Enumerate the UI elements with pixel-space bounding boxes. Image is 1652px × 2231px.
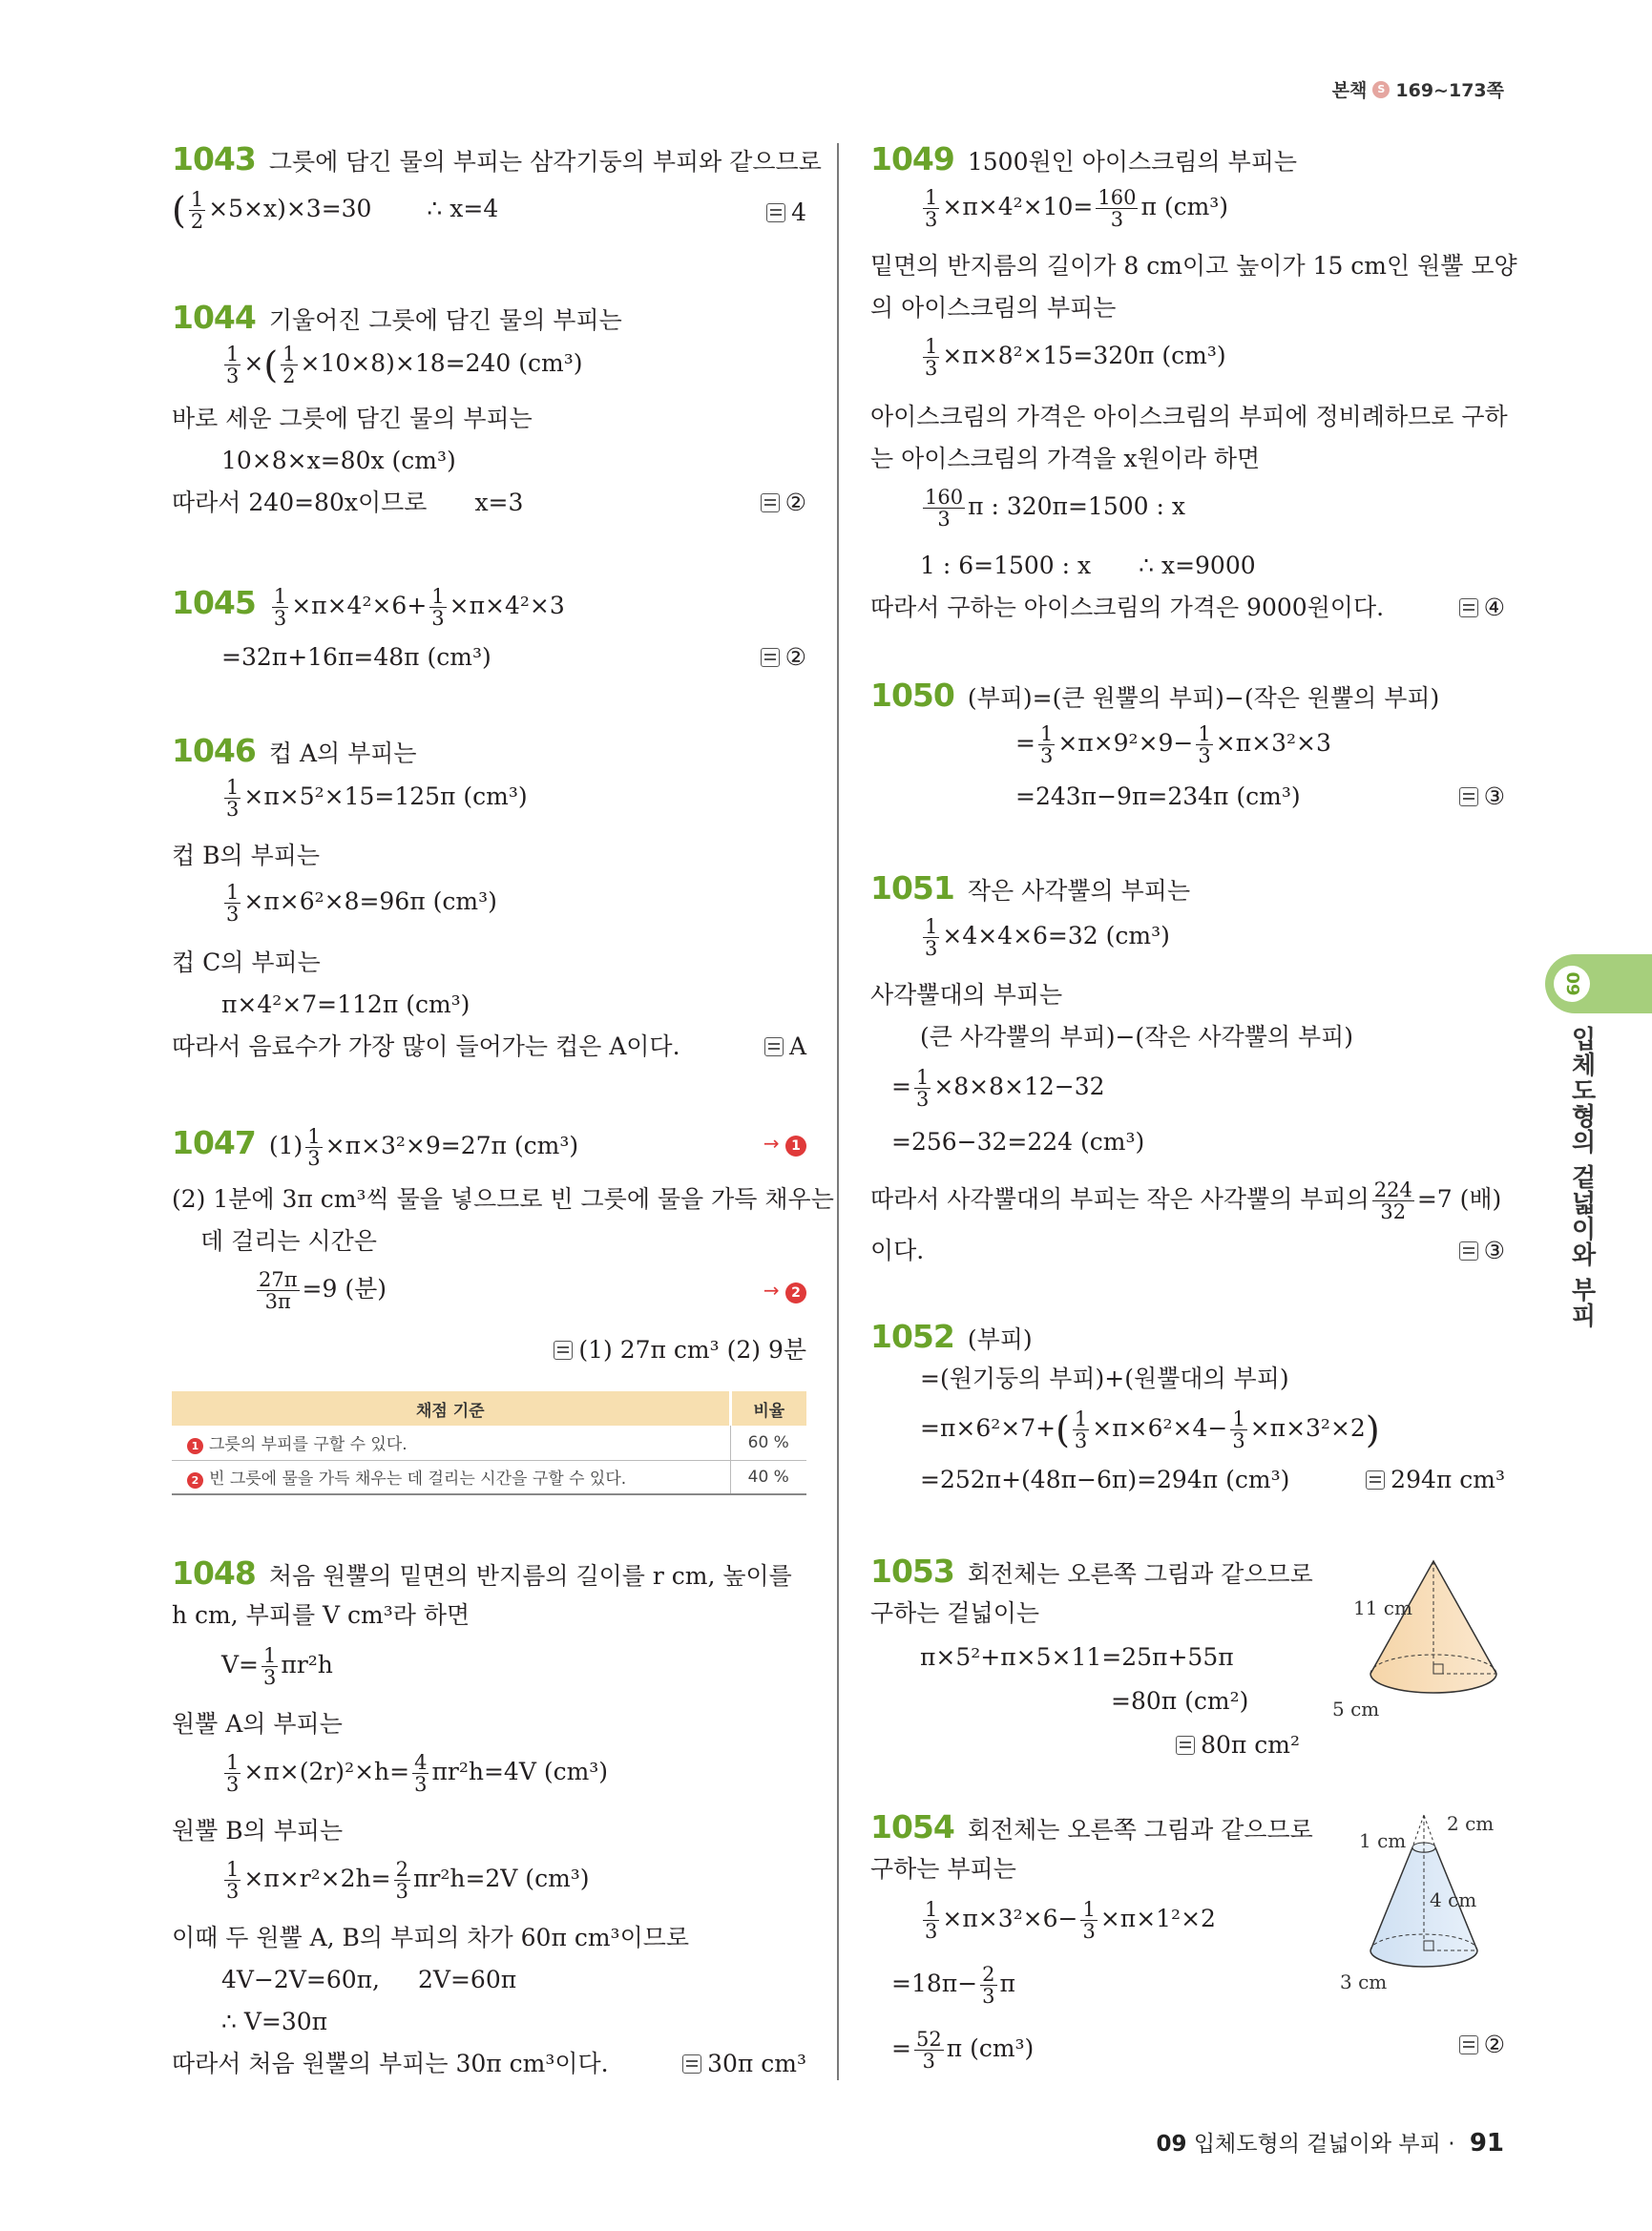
equation: = $\frac{1}{3}$ ×8×8×12−32 <box>891 1066 1105 1111</box>
answer: (1) 27π cm³ (2) 9분 <box>554 1334 806 1366</box>
answer-icon <box>764 1037 784 1056</box>
equation: ∴ V=30π <box>221 2008 328 2035</box>
reference-dot-icon: S <box>1372 81 1390 98</box>
answer-icon <box>554 1341 573 1360</box>
equation: ( $\frac{1}{2}$ ×5×x)×3=30 ∴ x=4 <box>172 188 499 233</box>
solution-text: 따라서 처음 원뿔의 부피는 30π cm³이다. <box>172 2050 609 2077</box>
answer: ② <box>761 641 806 674</box>
solution-text: 따라서 음료수가 가장 많이 들어가는 컵은 A이다. <box>172 1032 680 1060</box>
problem-number: 1050 <box>870 677 954 714</box>
equation: $\frac{1}{3}$ ×π×4²×10= $\frac{160}{3}$ π (cm³) <box>925 186 1229 231</box>
book-label: 본책 <box>1331 80 1368 101</box>
equation: $\frac{27\pi}{3\pi}$ =9 (분) <box>259 1268 387 1313</box>
table-row: 2 빈 그릇에 물을 가득 채우는 데 걸리는 시간을 구할 수 있다. 40 % <box>172 1460 806 1494</box>
equation: =π×6²×7+( $\frac{1}{3}$ ×π×6²×4− $\frac{1}{3}$ ×π×3²×2) <box>920 1407 1380 1452</box>
solution-text: 컵 C의 부피는 <box>172 949 321 976</box>
answer: ③ <box>1459 781 1505 813</box>
radius-label: 5 cm <box>1332 1698 1380 1720</box>
answer-icon <box>682 2054 701 2074</box>
solution-text: h cm, 부피를 V cm³라 하면 <box>172 1601 471 1629</box>
answer: ② <box>761 487 806 519</box>
solution-text: 이다. <box>870 1237 925 1264</box>
solution-text: 1500원인 아이스크림의 부피는 <box>967 148 1298 176</box>
solution-text: (부피)=(큰 원뿔의 부피)−(작은 원뿔의 부피) <box>967 684 1440 712</box>
solution-text: 사각뿔대의 부피는 <box>870 981 1063 1009</box>
equation: $\frac{1}{3}$ ×4×4×6=32 (cm³) <box>925 915 1170 960</box>
answer: ③ <box>1459 1235 1505 1267</box>
solution-text: (큰 사각뿔의 부피)−(작은 사각뿔의 부피) <box>920 1023 1353 1051</box>
page-number: 91 <box>1469 2129 1504 2158</box>
equation: 4V−2V=60π, 2V=60π <box>221 1966 517 1993</box>
solution-text: 작은 사각뿔의 부피는 <box>967 877 1191 905</box>
page-reference <box>1332 76 1504 102</box>
solution-text: 컵 A의 부피는 <box>268 740 417 767</box>
equation: $\frac{1}{3}$ ×( $\frac{1}{2}$ ×10×8)×18=240 (cm³) <box>226 343 583 387</box>
equation: $\frac{1}{3}$ ×π×5²×15=125π (cm³) <box>226 776 528 821</box>
solution-text: 구하는 겉넓이는 <box>870 1599 1039 1627</box>
answer: 30π cm³ <box>682 2048 806 2080</box>
solution-text: 밑면의 반지름의 길이가 8 cm이고 높이가 15 cm인 원뿔 모양 <box>870 252 1517 280</box>
equation: = $\frac{1}{3}$ ×π×9²×9− $\frac{1}{3}$ ×π×3²×3 <box>1015 722 1331 767</box>
solution-text: 따라서 사각뿔대의 부피는 작은 사각뿔의 부피의 $\frac{224}{32}$ =7 (배) <box>870 1178 1502 1223</box>
problem-number: 1048 <box>172 1554 256 1592</box>
equation: =243π−9π=234π (cm³) <box>1015 782 1301 810</box>
answer-icon <box>1459 787 1478 806</box>
page-footer <box>1157 2126 1504 2158</box>
cone-figure <box>1328 1555 1505 1727</box>
scoring-mark-2: → 2 <box>763 1279 806 1303</box>
solution-text: (2) 1분에 3π cm³씩 물을 넣으므로 빈 그릇에 물을 가득 채우는 <box>172 1185 834 1213</box>
top-height-label: 2 cm <box>1447 1812 1495 1835</box>
big-radius-label: 3 cm <box>1340 1970 1388 1992</box>
equation: $\frac{1}{3}$ ×π×6²×8=96π (cm³) <box>226 881 497 926</box>
equation: 10×8×x=80x (cm³) <box>221 447 456 474</box>
solution-text: 구하는 부피는 <box>870 1855 1016 1883</box>
answer-icon <box>1176 1736 1195 1755</box>
equation: =80π (cm²) <box>1111 1687 1249 1715</box>
problem-number: 1047 <box>172 1124 256 1161</box>
equation: π×5²+π×5×11=25π+55π <box>920 1643 1234 1671</box>
equation: V= $\frac{1}{3}$ πr²h <box>221 1644 333 1689</box>
problem-number: 1045 <box>172 584 256 621</box>
solution-text: 회전체는 오른쪽 그림과 같으므로 <box>967 1560 1313 1588</box>
equation: =32π+16π=48π (cm³) <box>221 643 491 671</box>
solution-text: 처음 원뿔의 밑면의 반지름의 길이를 r cm, 높이를 <box>268 1562 792 1590</box>
answer-icon <box>761 493 780 512</box>
solution-text: 기울어진 그릇에 담긴 물의 부피는 <box>268 306 622 334</box>
problem-number: 1054 <box>870 1808 954 1845</box>
equation: $\frac{1}{3}$ ×π×8²×15=320π (cm³) <box>925 335 1226 380</box>
solution-text: 원뿔 A의 부피는 <box>172 1710 343 1738</box>
slant-label: 11 cm <box>1353 1596 1412 1619</box>
equation: =256−32=224 (cm³) <box>891 1128 1145 1156</box>
chapter-side-title: 입체도형의 겉넓이와 부피 <box>1567 1026 1596 1329</box>
answer-icon <box>761 648 780 667</box>
solution-text: 의 아이스크림의 부피는 <box>870 294 1117 322</box>
answer-icon <box>766 203 785 222</box>
problem-number: 1044 <box>172 299 256 336</box>
solution-text: 아이스크림의 가격은 아이스크림의 부피에 정비례하므로 구하 <box>870 403 1508 430</box>
solution-text: 컵 B의 부피는 <box>172 842 321 869</box>
table-row: 1 그릇의 부피를 구할 수 있다. 60 % <box>172 1426 806 1460</box>
solution-text: 따라서 구하는 아이스크림의 가격은 9000원이다. <box>870 594 1385 621</box>
equation: π×4²×7=112π (cm³) <box>221 990 471 1018</box>
problem-number: 1053 <box>870 1553 954 1590</box>
equation: 1045 $\frac{1}{3}$ ×π×4²×6+ $\frac{1}{3}$ ×π×4²×3 <box>172 584 565 630</box>
problem-number: 1051 <box>870 869 954 907</box>
equation: $\frac{160}{3}$ π : 320π=1500 : x <box>925 486 1185 531</box>
footer-chapter: 09 <box>1156 2132 1187 2157</box>
equation: $\frac{1}{3}$ ×π×(2r)²×h= $\frac{4}{3}$ πr²h=4V (cm³) <box>226 1751 609 1796</box>
scoring-mark-1: → 1 <box>763 1132 806 1157</box>
equation: 1 : 6=1500 : x ∴ x=9000 <box>920 552 1256 579</box>
solution-text: 바로 세운 그릇에 담긴 물의 부피는 <box>172 405 533 432</box>
solution-text: 데 걸리는 시간은 <box>200 1227 377 1255</box>
equation: =252π+(48π−6π)=294π (cm³) <box>920 1466 1290 1493</box>
chapter-tab-number: 09 <box>1554 966 1590 1002</box>
problem-number: 1043 <box>172 140 256 177</box>
problem-number: 1052 <box>870 1318 954 1355</box>
solution-text: 는 아이스크림의 가격을 x원이라 하면 <box>870 445 1261 472</box>
answer-icon <box>1366 1470 1385 1490</box>
equation: =(원기둥의 부피)+(원뿔대의 부피) <box>920 1365 1289 1392</box>
page-range: 169~173쪽 <box>1395 80 1504 101</box>
answer: 80π cm² <box>1176 1729 1300 1762</box>
answer: 4 <box>766 197 806 229</box>
answer: 294π cm³ <box>1366 1464 1505 1496</box>
answer-icon <box>1459 2035 1478 2054</box>
equation: = $\frac{52}{3}$ π (cm³) <box>891 2028 1035 2073</box>
footer-separator: · <box>1448 2132 1455 2157</box>
solution-text: 이때 두 원뿔 A, B의 부피의 차가 60π cm³이므로 <box>172 1924 690 1951</box>
grading-header-criteria: 채점 기준 <box>172 1391 730 1426</box>
small-radius-label: 1 cm <box>1359 1829 1407 1852</box>
column-divider <box>837 143 839 2080</box>
solution-text: 그릇에 담긴 물의 부피는 삼각기둥의 부피와 같으므로 <box>268 148 822 176</box>
grading-table <box>172 1391 806 1495</box>
solution-text: 회전체는 오른쪽 그림과 같으므로 <box>967 1816 1313 1844</box>
answer: ② <box>1459 2029 1505 2061</box>
solution-text: 따라서 240=80x이므로 x=3 <box>172 489 524 516</box>
footer-title: 입체도형의 겉넓이와 부피 <box>1193 2132 1441 2157</box>
answer: A <box>764 1031 806 1063</box>
frustum-figure <box>1338 1811 1505 1992</box>
answer-icon <box>1459 1241 1478 1261</box>
solution-text: (부피) <box>967 1325 1033 1353</box>
answer: ④ <box>1459 592 1505 624</box>
equation: $\frac{1}{3}$ ×π×r²×2h= $\frac{2}{3}$ πr²h=2V (cm³) <box>226 1858 590 1903</box>
solution-text: 원뿔 B의 부피는 <box>172 1817 344 1845</box>
equation: $\frac{1}{3}$ ×π×3²×6− $\frac{1}{3}$ ×π×1²×2 <box>925 1898 1216 1943</box>
equation: =18π− $\frac{2}{3}$ π <box>891 1963 1015 2008</box>
equation: 1047 (1) $\frac{1}{3}$ ×π×3²×9=27π (cm³) <box>172 1124 579 1170</box>
grading-header-rate: 비율 <box>730 1391 806 1426</box>
problem-number: 1046 <box>172 732 256 769</box>
height-label: 4 cm <box>1430 1888 1477 1911</box>
problem-number: 1049 <box>870 140 954 177</box>
answer-icon <box>1459 598 1478 617</box>
